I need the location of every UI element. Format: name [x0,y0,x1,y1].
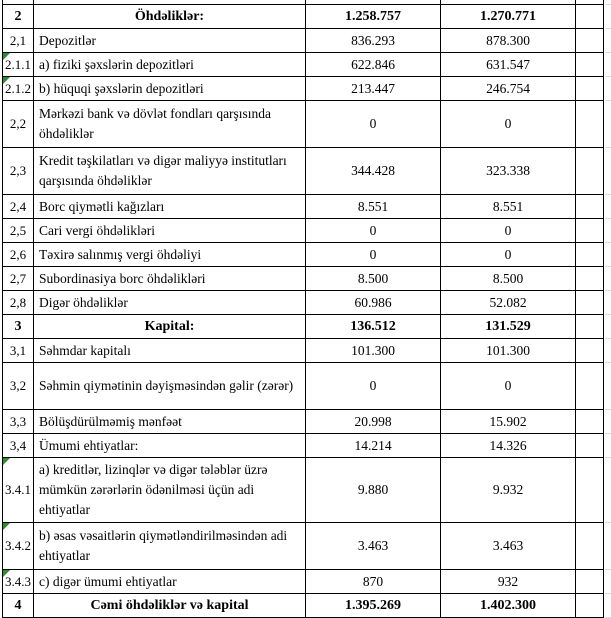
row-value: 213.447 [351,80,395,96]
row-label-cell[interactable] [34,243,306,267]
table-row [3,291,604,315]
table-row [3,267,604,291]
table-row [3,195,604,219]
gridline [605,314,611,315]
gridline [605,522,611,523]
table-row [3,101,604,148]
row-value1-cell[interactable] [306,523,441,570]
row-number: 2.1.2 [5,80,31,96]
row-empty-cell[interactable] [576,219,604,243]
row-value2-cell[interactable] [441,101,576,148]
row-value: 0 [369,116,377,131]
row-number-cell[interactable] [3,53,34,77]
row-empty-cell[interactable] [576,434,604,458]
row-value: 344.428 [351,163,395,178]
row-number: 3,3 [9,413,27,429]
row-value2-cell[interactable] [441,339,576,363]
row-value: 0 [504,246,512,262]
row-value2-cell[interactable] [441,243,576,267]
row-number: 2,1 [9,32,27,48]
row-label-cell[interactable] [34,101,306,148]
row-label-cell[interactable] [34,219,306,243]
row-value2-cell[interactable] [441,434,576,458]
gridline [605,242,611,243]
gridline [605,52,611,53]
gridline [605,409,611,410]
row-empty-cell[interactable] [576,523,604,570]
row-value1-cell[interactable] [306,243,441,267]
row-value: 20.998 [354,413,392,429]
row-number-cell[interactable] [3,434,34,458]
row-label: c) digər ümumi ehtiyatlar [39,573,177,589]
table-body [3,0,604,618]
row-value1-cell[interactable] [306,29,441,53]
gridline [605,147,611,148]
row-label-cell[interactable] [34,267,306,291]
row-value: 0 [504,378,512,393]
row-empty-cell[interactable] [576,570,604,594]
row-empty-cell[interactable] [576,5,604,29]
row-label: a) fiziki şəxslərin depozitləri [39,56,194,72]
row-value: 9.932 [492,482,524,497]
row-label-cell[interactable] [34,291,306,315]
row-number: 3.4.3 [5,573,31,589]
row-value: 3.463 [357,538,389,553]
row-label: Mərkəzi bank və dövlət fondları qarşısında öhdəliklər [39,106,272,141]
row-value: 52.082 [489,294,527,310]
row-value1-cell[interactable] [306,363,441,410]
gridline [605,266,611,267]
row-value1-cell[interactable] [306,53,441,77]
row-value: 9.880 [357,482,389,497]
row-label: Cəmi öhdəliklər və kapital [90,597,249,613]
row-value: 15.902 [489,413,527,429]
row-number-cell[interactable] [3,363,34,410]
row-label: Bölüşdürülməmiş mənfəət [39,413,182,429]
row-value1-cell[interactable] [306,570,441,594]
row-number: 2 [14,8,22,24]
row-number-cell[interactable] [3,523,34,570]
row-label: Ümumi ehtiyatlar: [39,437,139,453]
row-value2-cell[interactable] [441,77,576,101]
cell-error-flag-icon [3,77,10,84]
row-number-cell[interactable] [3,148,34,195]
table-row [3,458,604,523]
row-label-cell[interactable] [34,339,306,363]
row-value1-cell[interactable] [306,195,441,219]
gridline [605,4,611,5]
row-value1-cell[interactable] [306,101,441,148]
row-value: 136.512 [350,318,396,334]
row-value: 1.270.771 [480,8,536,24]
cell-error-flag-icon [3,53,10,60]
row-label-cell[interactable] [34,53,306,77]
row-label-cell[interactable] [34,148,306,195]
row-value: 932 [497,573,519,589]
row-number: 2,7 [9,270,27,286]
row-empty-cell[interactable] [576,29,604,53]
row-number-cell[interactable] [3,570,34,594]
row-value2-cell[interactable] [441,5,576,29]
table-row [3,410,604,434]
row-number-cell[interactable] [3,5,34,29]
row-number: 3,4 [9,437,27,453]
row-value: 1.395.269 [345,597,401,613]
row-value: 323.338 [486,163,530,178]
row-label-cell[interactable] [34,77,306,101]
row-label: a) kreditlər, lizinqlər və digər tələblər üzrə mümkün zərərlərin ödənilməsi üçün adi ehtiyatlar [39,462,268,517]
row-value2-cell[interactable] [441,219,576,243]
gridline [605,100,611,101]
row-label-cell[interactable] [34,315,306,339]
row-value: 101.300 [486,342,530,358]
row-label: Digər öhdəliklər [39,294,128,310]
row-label-cell[interactable] [34,29,306,53]
cell-error-flag-icon [3,523,10,530]
row-number-cell[interactable] [3,291,34,315]
row-value: 0 [369,378,377,393]
row-value2-cell[interactable] [441,29,576,53]
row-label: Öhdəliklər: [134,8,205,24]
row-value: 836.293 [351,32,395,48]
row-number: 2,4 [9,198,27,214]
row-label: Subordinasiya borc öhdəlikləri [39,270,206,286]
row-value: 1.402.300 [480,597,536,613]
gridline [605,457,611,458]
table-row [3,148,604,195]
cell-error-flag-icon [3,570,10,577]
row-label: Borc qiymətli kağızları [39,198,165,214]
row-value: 3.463 [492,538,524,553]
row-value1-cell[interactable] [306,77,441,101]
row-value1-cell[interactable] [306,267,441,291]
table-row [3,339,604,363]
row-value1-cell[interactable] [306,219,441,243]
row-number-cell[interactable] [3,458,34,523]
row-label: Səhmdar kapitalı [39,342,131,358]
row-empty-cell[interactable] [576,243,604,267]
row-number: 2,2 [9,116,27,131]
row-value: 878.300 [486,32,530,48]
row-value2-cell[interactable] [441,53,576,77]
row-label: b) əsas vəsaitlərin qiymətləndirilməsindən adi ehtiyatlar [39,528,288,563]
gridline [605,569,611,570]
row-empty-cell[interactable] [576,291,604,315]
gridline [605,290,611,291]
row-value: 622.846 [351,56,395,72]
row-number: 2,3 [9,163,27,178]
gridline [605,362,611,363]
row-empty-cell[interactable] [576,101,604,148]
row-number-cell[interactable] [3,219,34,243]
row-number: 2.1.1 [5,56,31,72]
row-label-cell[interactable] [34,410,306,434]
gridline [605,218,611,219]
gridline [605,28,611,29]
gridline [605,593,611,594]
row-label-cell[interactable] [34,523,306,570]
row-label-cell[interactable] [34,458,306,523]
row-empty-cell[interactable] [576,77,604,101]
row-value: 60.986 [354,294,392,310]
table-row [3,434,604,458]
row-label: Kapital: [144,318,195,334]
row-label-cell[interactable] [34,434,306,458]
row-value1-cell[interactable] [306,315,441,339]
row-value: 631.547 [486,56,530,72]
row-value: 8.500 [492,270,524,286]
row-value2-cell[interactable] [441,458,576,523]
gridline [605,194,611,195]
table-row [3,523,604,570]
table-row [3,219,604,243]
row-value: 0 [369,222,377,238]
row-label: Kredit təşkilatları və digər maliyyə institutları qarşısında öhdəliklər [39,153,287,188]
row-empty-cell[interactable] [576,315,604,339]
row-number-cell[interactable] [3,101,34,148]
row-value2-cell[interactable] [441,315,576,339]
row-number-cell[interactable] [3,339,34,363]
row-label-cell[interactable] [34,570,306,594]
row-value: 0 [504,222,512,238]
row-number-cell[interactable] [3,267,34,291]
row-value1-cell[interactable] [306,410,441,434]
table-row [3,5,604,29]
row-number: 3,2 [9,378,27,393]
row-value: 8.551 [492,198,524,214]
table-row [3,53,604,77]
row-value: 8.551 [357,198,389,214]
row-label: b) hüquqi şəxslərin depozitləri [39,80,204,96]
row-number-cell[interactable] [3,315,34,339]
row-value: 131.529 [485,318,531,334]
row-label: Səhmin qiymətinin dəyişməsindən gəlir (zərər) [39,378,294,393]
table-row [3,570,604,594]
row-empty-cell[interactable] [576,53,604,77]
row-value2-cell[interactable] [441,410,576,434]
row-value1-cell[interactable] [306,5,441,29]
cell-error-flag-icon [3,458,10,465]
row-empty-cell[interactable] [576,267,604,291]
row-number-cell[interactable] [3,410,34,434]
row-value: 14.214 [354,437,392,453]
row-value: 0 [369,246,377,262]
row-number: 3.4.2 [5,538,31,553]
row-number-cell[interactable] [3,195,34,219]
row-empty-cell[interactable] [576,363,604,410]
row-number: 2,6 [9,246,27,262]
table-row [3,29,604,53]
row-value2-cell[interactable] [441,195,576,219]
row-value2-cell[interactable] [441,363,576,410]
row-number: 2,5 [9,222,27,238]
row-number: 3 [14,318,22,334]
row-empty-cell[interactable] [576,148,604,195]
table-row [3,315,604,339]
row-empty-cell[interactable] [576,339,604,363]
row-empty-cell[interactable] [576,458,604,523]
row-label: Cari vergi öhdəlikləri [39,222,155,238]
row-value: 8.500 [357,270,389,286]
row-value1-cell[interactable] [306,339,441,363]
table-row [3,77,604,101]
row-value2-cell[interactable] [441,148,576,195]
gridline [605,433,611,434]
row-value1-cell[interactable] [306,148,441,195]
row-value: 14.326 [489,437,527,453]
row-value1-cell[interactable] [306,291,441,315]
row-value2-cell[interactable] [441,570,576,594]
table-row [3,363,604,410]
row-value2-cell[interactable] [441,291,576,315]
row-value2-cell[interactable] [441,523,576,570]
row-value: 246.754 [486,80,530,96]
row-value: 0 [504,116,512,131]
row-value2-cell[interactable] [441,267,576,291]
row-number: 3,1 [9,342,27,358]
row-value: 1.258.757 [345,8,401,24]
row-number: 4 [14,597,22,613]
row-label: Təxirə salınmış vergi öhdəliyi [39,246,202,262]
financial-statement-table [2,0,604,618]
table-row [3,243,604,267]
row-label: Depozitlər [39,32,96,48]
row-number: 2,8 [9,294,27,310]
row-label-cell[interactable] [34,195,306,219]
gridline [605,338,611,339]
row-number-cell[interactable] [3,243,34,267]
row-empty-cell[interactable] [576,195,604,219]
row-number-cell[interactable] [3,29,34,53]
row-value1-cell[interactable] [306,434,441,458]
row-label-cell[interactable] [34,5,306,29]
row-empty-cell[interactable] [576,410,604,434]
row-number-cell[interactable] [3,77,34,101]
gridline [605,76,611,77]
row-number: 3.4.1 [5,482,31,497]
row-value: 870 [362,573,384,589]
row-value: 101.300 [351,342,395,358]
row-value1-cell[interactable] [306,458,441,523]
row-label-cell[interactable] [34,363,306,410]
